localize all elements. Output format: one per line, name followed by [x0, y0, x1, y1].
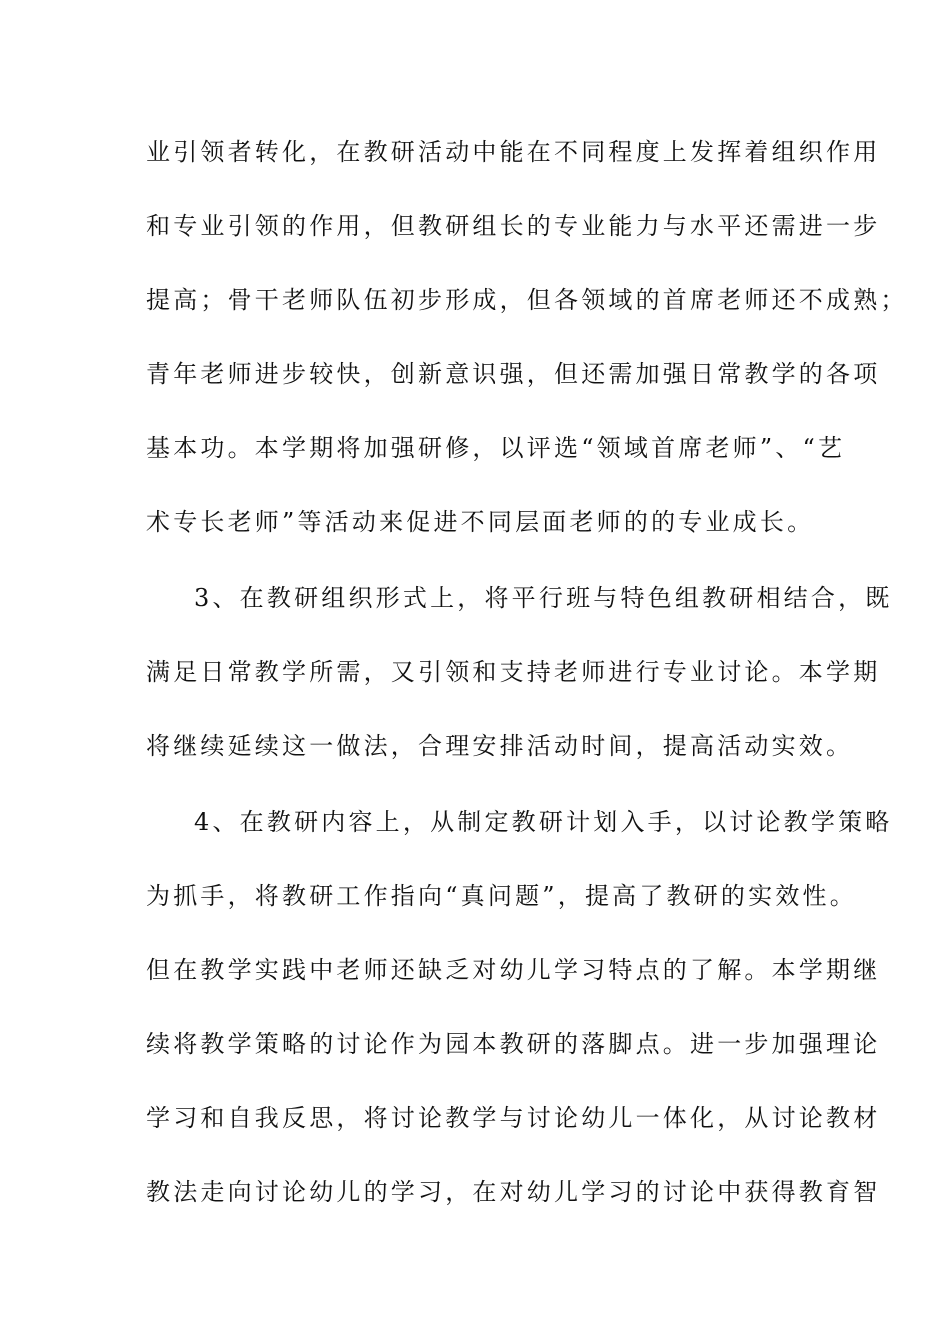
text-line: 基本功。本学期将加强研修，以评选“领域首席老师”、“艺 [146, 434, 846, 462]
text-line: 满足日常教学所需，又引领和支持老师进行专业讨论。本学期 [146, 658, 881, 686]
text-line: 青年老师进步较快，创新意识强，但还需加强日常教学的各项 [146, 360, 881, 388]
text-line: 术专长老师”等活动来促进不同层面老师的的专业成长。 [146, 508, 815, 536]
text-line: 续将教学策略的讨论作为园本教研的落脚点。进一步加强理论 [146, 1030, 881, 1058]
text-line: 和专业引领的作用，但教研组长的专业能力与水平还需进一步 [146, 212, 881, 240]
text-line: 但在教学实践中老师还缺乏对幼儿学习特点的了解。本学期继 [146, 956, 881, 984]
text-line: 业引领者转化，在教研活动中能在不同程度上发挥着组织作用 [146, 138, 881, 166]
text-line: 提高；骨干老师队伍初步形成，但各领域的首席老师还不成熟； [146, 286, 908, 314]
text-line: 将继续延续这一做法，合理安排活动时间，提高活动实效。 [146, 732, 854, 760]
paragraph-4-first-line: 4、在教研内容上，从制定教研计划入手，以讨论教学策略 [194, 808, 893, 836]
paragraph-3-first-line: 3、在教研组织形式上，将平行班与特色组教研相结合，既 [194, 584, 893, 612]
text-line: 为抓手，将教研工作指向“真问题”，提高了教研的实效性。 [146, 882, 857, 910]
text-line: 学习和自我反思，将讨论教学与讨论幼儿一体化，从讨论教材 [146, 1104, 881, 1132]
text-line: 教法走向讨论幼儿的学习，在对幼儿学习的讨论中获得教育智 [146, 1178, 881, 1206]
